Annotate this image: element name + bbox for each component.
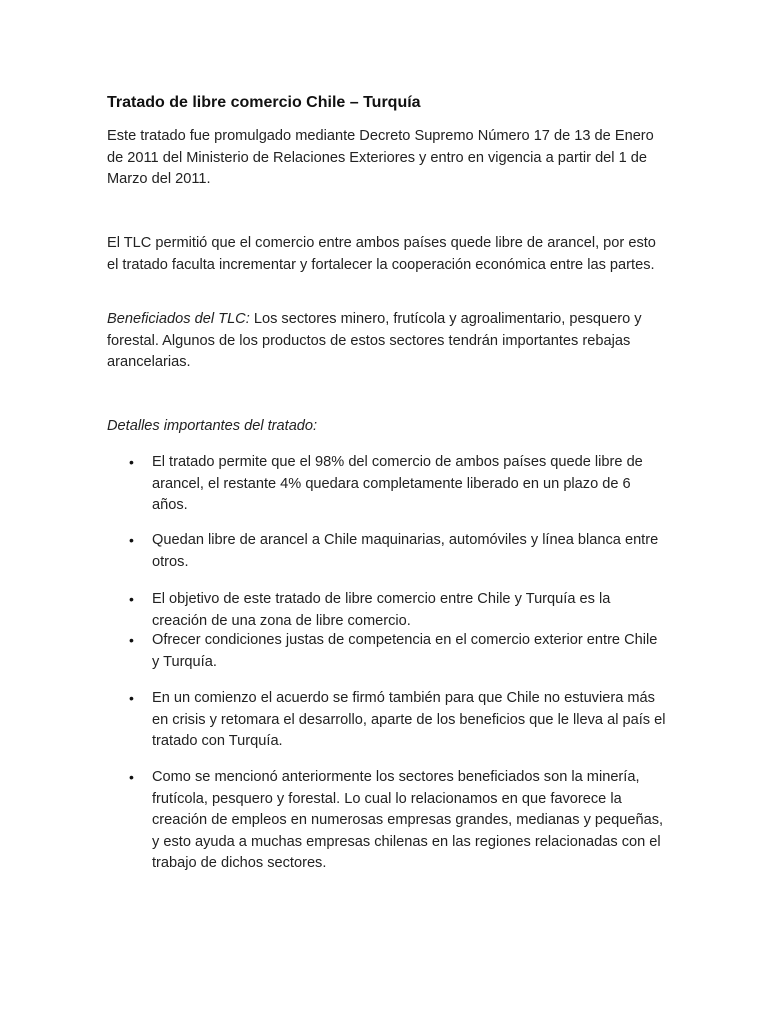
beneficiaries-text: Los sectores minero, frutícola y agroalimentario, pesquero y forestal. Algunos de los productos de estos sectores tendrán importantes rebajas arancelarias.	[107, 311, 642, 371]
document-title: Tratado de libre comercio Chile – Turquía	[107, 94, 421, 111]
list-item-text: El tratado permite que el 98% del comercio de ambos países quede libre de arancel, el restante 4% quedara completamente liberado en un plazo de 6 años.	[152, 454, 643, 514]
list-item-text: En un comienzo el acuerdo se firmó también para que Chile no estuviera más en crisis y retomara el desarrollo, aparte de los beneficios que le lleva al país el tratado con Turquía.	[152, 690, 666, 750]
paragraph-beneficiaries	[107, 309, 667, 374]
list-item-text: Como se mencionó anteriormente los sectores beneficiados son la minería, frutícola, pesquero y forestal. Lo cual lo relacionamos en que favorece la creación de empleos en numerosas empresas grandes, medianas y pequeñas, y esto ayuda a muchas empresas chilenas en las regiones relacionadas con el trabajo de dichos sectores.	[152, 769, 664, 872]
bullet-icon: •	[129, 454, 134, 470]
bullet-icon: •	[129, 632, 134, 648]
list-item-text: Quedan libre de arancel a Chile maquinarias, automóviles y línea blanca entre otros.	[152, 532, 659, 570]
beneficiaries-label: Beneficiados del TLC:	[107, 311, 250, 327]
bullet-icon: •	[129, 690, 134, 706]
bullet-icon: •	[129, 591, 134, 607]
details-heading: Detalles importantes del tratado:	[107, 418, 318, 434]
bullet-icon: •	[129, 769, 134, 785]
list-item-text: Ofrecer condiciones justas de competencia en el comercio exterior entre Chile y Turquía.	[152, 632, 658, 670]
bullet-icon: •	[129, 532, 134, 548]
list-item-text: El objetivo de este tratado de libre comercio entre Chile y Turquía es la creación de una zona de libre comercio.	[152, 591, 611, 629]
paragraph-tlc: El TLC permitió que el comercio entre ambos países quede libre de arancel, por esto el tratado faculta incrementar y fortalecer la cooperación económica entre las partes.	[107, 235, 656, 273]
paragraph-decree: Este tratado fue promulgado mediante Decreto Supremo Número 17 de 13 de Enero de 2011 del Ministerio de Relaciones Exteriores y entro en vigencia a partir del 1 de Marzo del 2011.	[107, 128, 654, 188]
